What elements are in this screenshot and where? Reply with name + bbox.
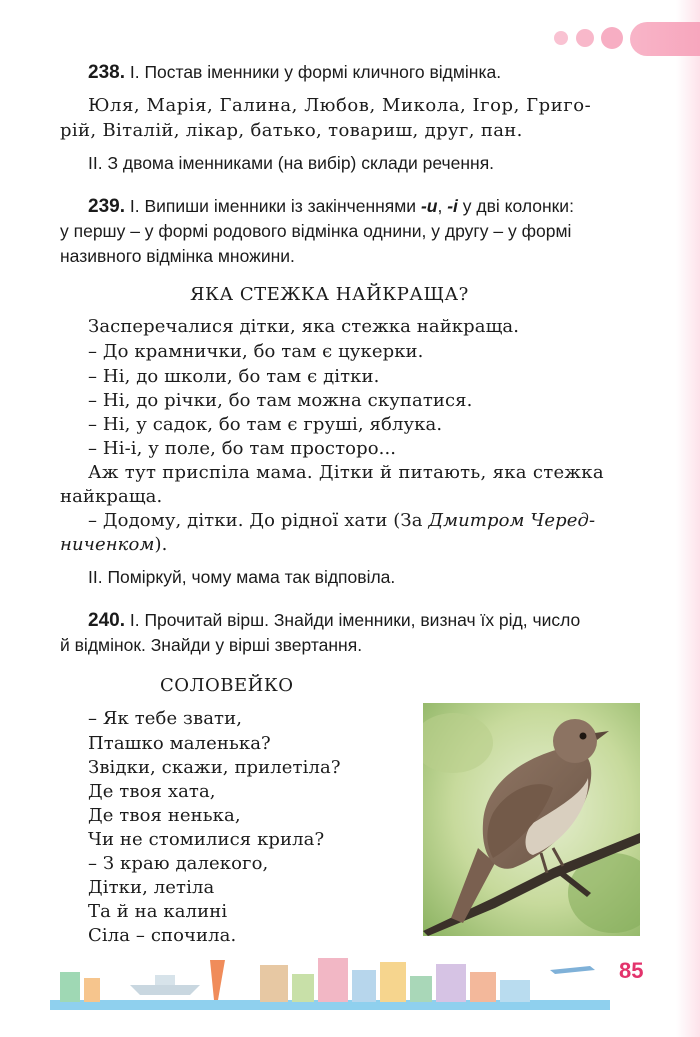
poem-line: Де твоя ненька,: [88, 805, 241, 826]
author-name: ниченком: [60, 534, 155, 555]
header-pink-bar: [630, 22, 700, 56]
instruction-text-end: у дві колонки:: [457, 196, 574, 216]
poem-line: Та й на калині: [88, 901, 228, 922]
decor-dot: [576, 29, 594, 47]
page-number: 85: [619, 958, 644, 983]
nightingale-photo: [423, 703, 640, 936]
exercise-239-line3: називного відмінка множини.: [60, 246, 295, 266]
story-text: ).: [154, 534, 168, 555]
story-line: – Ні-і, у поле, бо там просторо...: [88, 438, 397, 459]
exercise-240-instruction: [88, 610, 580, 632]
story-last-line: [88, 510, 595, 531]
poem-line: Сіла – спочила.: [88, 925, 237, 946]
exercise-number: 239.: [88, 196, 125, 217]
story-line: – Ні, до школи, бо там є дітки.: [88, 366, 380, 387]
poem-line: Чи не стомилися крила?: [88, 829, 325, 850]
exercise-240-line2: й відмінок. Знайди у вірші звертання.: [60, 635, 363, 655]
story-question: ІІ. Поміркуй, чому мама так відповіла.: [88, 567, 396, 587]
decor-dot: [601, 27, 623, 49]
exercise-239-instruction: [88, 196, 574, 218]
poem-title: СОЛОВЕЙКО: [160, 675, 294, 696]
exercise-239-line2: у першу – у формі родового відмінка однини, у другу – у формі: [60, 221, 572, 241]
exercise-number: 238.: [88, 62, 125, 83]
story-line: Аж тут приспіла мама. Дітки й питають, яка стежка: [88, 462, 604, 483]
exercise-238-instruction: [88, 62, 501, 84]
poem-line: – Як тебе звати,: [88, 708, 243, 729]
story-line: Засперечалися дітки, яка стежка найкраща.: [88, 316, 520, 337]
author-name: Дмитром Черед-: [428, 510, 596, 531]
instruction-text: І. Прочитай вірш. Знайди іменники, визнач їх рід, число: [129, 610, 581, 630]
instruction-text: І. Випиши іменники із закінченнями: [129, 196, 421, 216]
decor-dot: [554, 31, 568, 45]
story-line: – До крамнички, бо там є цукерки.: [88, 341, 424, 362]
story-title: ЯКА СТЕЖКА НАЙКРАЩА?: [190, 284, 469, 305]
city-skyline-decoration: [50, 950, 610, 1010]
story-text: – Додому, дітки. До рідної хати (За: [88, 510, 429, 531]
names-line-2: рій, Віталій, лікар, батько, товариш, друг, пан.: [60, 120, 523, 141]
poem-line: Пташко маленька?: [88, 733, 271, 754]
poem-line: Де твоя хата,: [88, 781, 216, 802]
poem-line: Дітки, летіла: [88, 877, 215, 898]
instruction-text: І. Постав іменники у формі кличного відмінка.: [129, 62, 502, 82]
poem-line: – З краю далекого,: [88, 853, 269, 874]
story-line: – Ні, у садок, бо там є груші, яблука.: [88, 414, 443, 435]
exercise-238-part2: ІІ. З двома іменниками (на вибір) склади речення.: [88, 153, 495, 173]
poem-line: Звідки, скажи, прилетіла?: [88, 757, 341, 778]
story-line: найкраща.: [60, 486, 163, 507]
exercise-number: 240.: [88, 610, 125, 631]
ending-i: -і: [447, 196, 458, 216]
page-edge-decoration: [676, 0, 700, 1037]
ending-u: -и: [420, 196, 438, 216]
story-line: – Ні, до річки, бо там можна скупатися.: [88, 390, 473, 411]
names-line-1: Юля, Марія, Галина, Любов, Микола, Ігор, Григо-: [88, 95, 592, 116]
story-author-line: [60, 534, 167, 555]
comma: ,: [437, 196, 448, 216]
